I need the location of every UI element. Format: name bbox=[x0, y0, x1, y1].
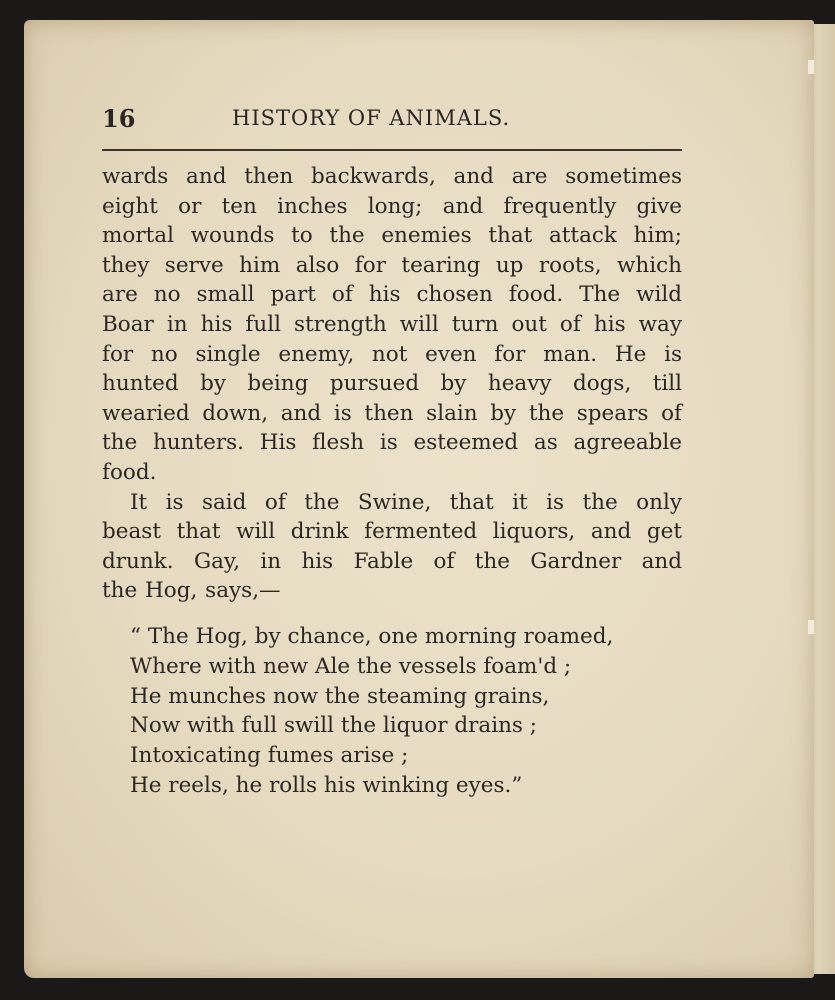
text-line: mortal wounds to the enemies that attack him; bbox=[102, 223, 682, 249]
verse-line: “ The Hog, by chance, one morning roamed, bbox=[130, 624, 614, 649]
text-line: are no small part of his chosen food. The wild bbox=[102, 282, 682, 308]
header-rule bbox=[102, 149, 682, 151]
body-text bbox=[102, 162, 682, 606]
verse-quotation bbox=[130, 622, 690, 801]
text-line: for no single enemy, not even for man. He is bbox=[102, 341, 682, 367]
text-line: wearied down, and is then slain by the spears of bbox=[102, 400, 682, 426]
text-line: drunk. Gay, in his Fable of the Gardner and bbox=[102, 548, 682, 574]
verse-line: He reels, he rolls his winking eyes.” bbox=[130, 772, 523, 798]
text-line: the Hog, says,— bbox=[102, 578, 281, 604]
text-line: hunted by being pursued by heavy dogs, till bbox=[102, 371, 682, 397]
text-line: food. bbox=[102, 459, 157, 485]
verse-line: Where with new Ale the vessels foam'd ; bbox=[130, 653, 572, 679]
page-header bbox=[102, 104, 682, 138]
running-title: HISTORY OF ANIMALS. bbox=[232, 106, 511, 130]
paragraph-1 bbox=[102, 162, 682, 488]
text-line: the hunters. His flesh is esteemed as agreeable bbox=[102, 430, 682, 456]
page-edge-tear bbox=[808, 620, 814, 634]
verse-line: Intoxicating fumes arise ; bbox=[130, 743, 409, 769]
page-edge-tear bbox=[808, 60, 814, 74]
verse-line: Now with full swill the liquor drains ; bbox=[130, 713, 538, 739]
text-line: wards and then backwards, and are sometimes bbox=[102, 164, 682, 189]
text-line: Boar in his full strength will turn out of his way bbox=[102, 311, 682, 337]
verse-line: He munches now the steaming grains, bbox=[130, 683, 550, 709]
paragraph-2 bbox=[102, 488, 682, 606]
text-line: It is said of the Swine, that it is the only bbox=[130, 489, 682, 515]
page-number: 16 bbox=[102, 104, 136, 133]
text-line: eight or ten inches long; and frequently give bbox=[102, 193, 682, 219]
text-line: beast that will drink fermented liquors, and get bbox=[102, 519, 682, 545]
text-line: they serve him also for tearing up roots, which bbox=[102, 252, 682, 278]
